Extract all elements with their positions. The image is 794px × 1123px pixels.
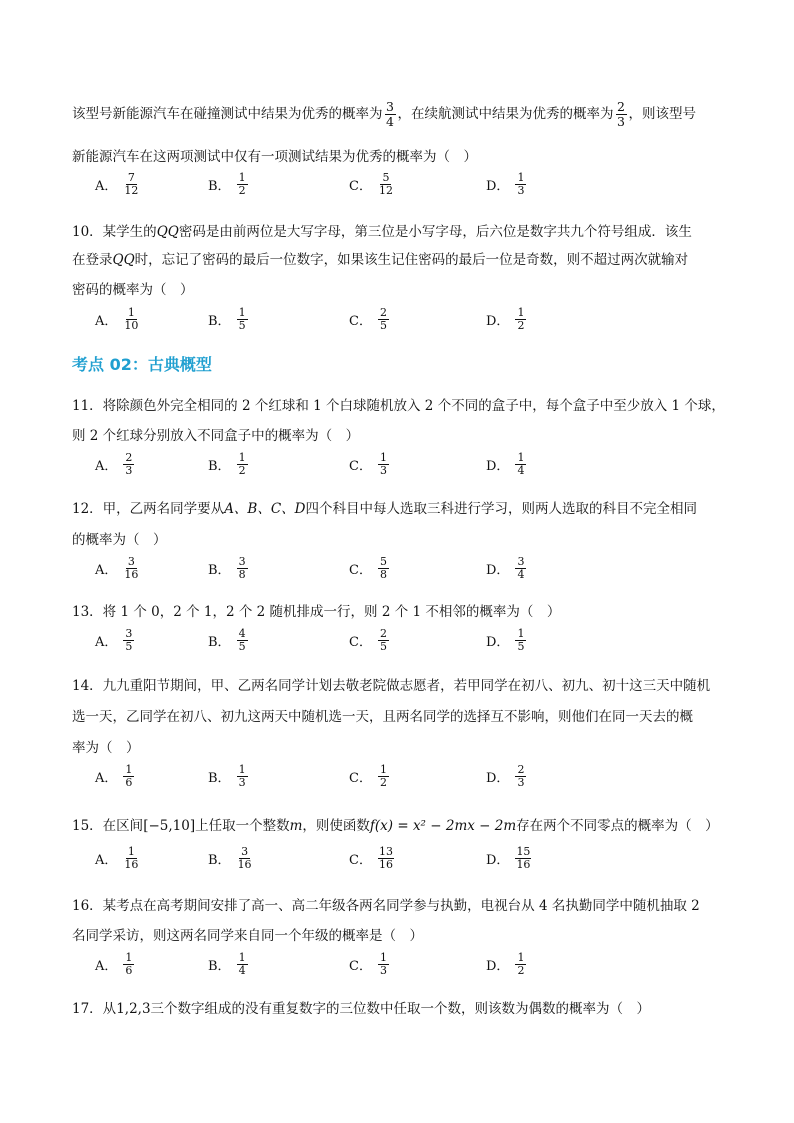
- question-16-line-2: 名同学采访，则这两名同学来自同一个年级的概率是（ ）: [72, 928, 423, 944]
- option-b[interactable]: B． $\frac{3}{16}$: [208, 845, 252, 871]
- option-d[interactable]: D． $\frac{15}{16}$: [486, 845, 531, 871]
- option-d[interactable]: D． $\frac{1}{4}$: [486, 451, 525, 477]
- option-b[interactable]: B． $\frac{3}{8}$: [208, 555, 246, 581]
- option-b[interactable]: B． $\frac{1}{3}$: [208, 763, 246, 789]
- question-14-line-1: 14．九九重阳节期间，甲、乙两名同学计划去敬老院做志愿者，若甲同学在初八、初九、初十这三天中随机: [72, 678, 711, 694]
- question-12-line-1: 12．甲，乙两名同学要从A、B、C、D四个科目中每人选取三科进行学习，则两人选取的科目不完全相同: [72, 501, 698, 517]
- question-16-options: [95, 952, 575, 986]
- question-12-line-2: 的概率为（ ）: [72, 532, 167, 548]
- question-13-options: [95, 628, 575, 662]
- question-11-line-1: 11．将除颜色外完全相同的 2 个红球和 1 个白球随机放入 2 个不同的盒子中，每个盒子中至少放入 1 个球，: [72, 398, 725, 414]
- option-c[interactable]: C． $\frac{1}{3}$: [349, 951, 387, 977]
- option-c[interactable]: C． $\frac{2}{5}$: [349, 627, 387, 653]
- fraction: $\frac{2}{3}$: [617, 99, 625, 129]
- option-c[interactable]: C． $\frac{2}{5}$: [349, 306, 387, 332]
- question-15-line-1: 15．在区间[−5,10]上任取一个整数m，则使函数f(x) = x² − 2mx − 2m存在两个不同零点的概率为（ ）: [72, 818, 719, 834]
- option-c[interactable]: C． $\frac{1}{3}$: [349, 451, 387, 477]
- question-11-options: [95, 452, 575, 486]
- question-text: ，则该型号: [628, 106, 696, 122]
- option-a[interactable]: A． $\frac{3}{16}$: [95, 555, 139, 581]
- question-15-options: [95, 846, 575, 880]
- option-c[interactable]: C． $\frac{5}{8}$: [349, 555, 387, 581]
- option-b[interactable]: B． $\frac{4}{5}$: [208, 627, 246, 653]
- question-16-line-1: 16．某考点在高考期间安排了高一、高二年级各两名同学参与执勤，电视台从 4 名执勤同学中随机抽取 2: [72, 898, 700, 914]
- question-10-line-1: 10．某学生的QQ密码是由前两位是大写字母，第三位是小写字母，后六位是数字共九个符号组成．该生: [72, 224, 692, 240]
- option-c[interactable]: C． $\frac{5}{12}$: [349, 171, 393, 197]
- option-b[interactable]: B． $\frac{1}{2}$: [208, 451, 246, 477]
- question-11-line-2: 则 2 个红球分别放入不同盒子中的概率为（ ）: [72, 428, 360, 444]
- option-b[interactable]: B． $\frac{1}{4}$: [208, 951, 246, 977]
- option-a[interactable]: A． $\frac{1}{6}$: [95, 763, 133, 789]
- option-c[interactable]: C． $\frac{13}{16}$: [349, 845, 393, 871]
- option-d[interactable]: D． $\frac{3}{4}$: [486, 555, 525, 581]
- option-d[interactable]: D． $\frac{1}{2}$: [486, 951, 525, 977]
- option-b[interactable]: B． $\frac{1}{2}$: [208, 171, 246, 197]
- section-heading: 考点 02：古典概型: [72, 355, 212, 374]
- question-10-line-2: 在登录QQ时，忘记了密码的最后一位数字，如果该生记住密码的最后一位是奇数，则不超过两次就输对: [72, 252, 689, 268]
- question-14-options: [95, 764, 575, 798]
- option-a[interactable]: A． $\frac{1}{16}$: [95, 845, 139, 871]
- question-10-options: [95, 307, 575, 341]
- option-d[interactable]: D． $\frac{1}{3}$: [486, 171, 525, 197]
- question-text: ，在续航测试中结果为优秀的概率为: [397, 106, 614, 122]
- option-a[interactable]: A． $\frac{2}{3}$: [95, 451, 133, 477]
- option-a[interactable]: A． $\frac{7}{12}$: [95, 171, 139, 197]
- option-b[interactable]: B． $\frac{1}{5}$: [208, 306, 246, 332]
- question-13-line-1: 13．将 1 个 0，2 个 1，2 个 2 随机排成一行，则 2 个 1 不相邻的概率为（ ）: [72, 604, 561, 620]
- option-d[interactable]: D． $\frac{1}{5}$: [486, 627, 525, 653]
- option-d[interactable]: D． $\frac{2}{3}$: [486, 763, 525, 789]
- question-9-options: [95, 172, 575, 206]
- question-17-line-1: 17．从1,2,3三个数字组成的没有重复数字的三位数中任取一个数，则该数为偶数的概率为（ ）: [72, 1001, 651, 1017]
- question-14-line-2: 选一天，乙同学在初八、初九这两天中随机选一天，且两名同学的选择互不影响，则他们在同一天去的概: [72, 709, 693, 725]
- question-12-options: [95, 556, 575, 590]
- fraction: $\frac{3}{4}$: [386, 99, 394, 129]
- function-expression: f(x) = x² − 2mx − 2m: [369, 818, 517, 834]
- interval: [−5,10]: [143, 818, 196, 834]
- question-9-line-2: 新能源汽车在这两项测试中仅有一项测试结果为优秀的概率为（ ）: [72, 149, 477, 165]
- option-a[interactable]: A． $\frac{1}{10}$: [95, 306, 139, 332]
- question-14-line-3: 率为（ ）: [72, 740, 140, 756]
- question-9-line-1: [72, 100, 696, 129]
- option-c[interactable]: C． $\frac{1}{2}$: [349, 763, 387, 789]
- question-10-line-3: 密码的概率为（ ）: [72, 282, 194, 298]
- option-d[interactable]: D． $\frac{1}{2}$: [486, 306, 525, 332]
- question-text: 该型号新能源汽车在碰撞测试中结果为优秀的概率为: [72, 106, 383, 122]
- option-a[interactable]: A． $\frac{1}{6}$: [95, 951, 133, 977]
- option-a[interactable]: A． $\frac{3}{5}$: [95, 627, 133, 653]
